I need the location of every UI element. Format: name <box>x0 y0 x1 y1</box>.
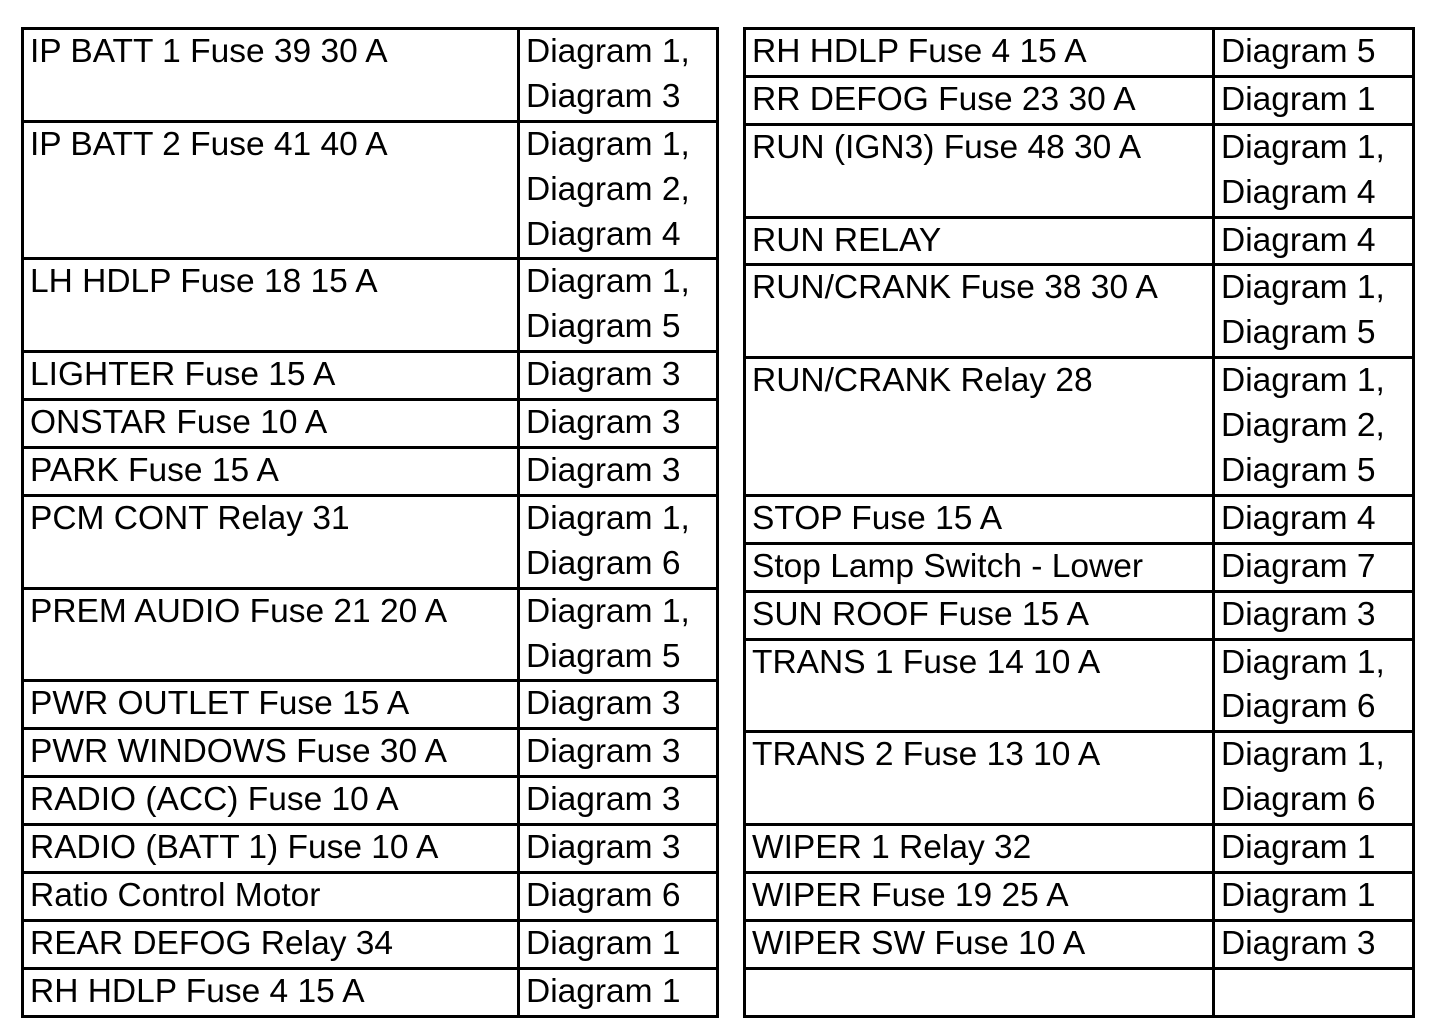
diagram-reference-cell <box>519 352 718 400</box>
diagram-reference-cell <box>1214 265 1414 358</box>
diagram-reference-cell <box>519 495 718 588</box>
diagram-reference: Diagram 1 <box>1221 80 1376 118</box>
diagram-reference-cell <box>1214 591 1414 639</box>
component-name-cell <box>745 825 1214 873</box>
component-name: RR DEFOG Fuse 23 30 A <box>752 80 1136 118</box>
right-index-table <box>743 27 1415 1018</box>
diagram-reference-cell <box>519 259 718 352</box>
component-name-cell <box>23 681 519 729</box>
diagram-reference: Diagram 5 <box>1221 33 1376 70</box>
index-row <box>745 124 1414 217</box>
component-name-cell <box>23 729 519 777</box>
component-name-cell <box>23 873 519 921</box>
component-name-cell <box>23 968 519 1016</box>
diagram-reference: Diagram 5 <box>1221 452 1376 490</box>
component-name-cell <box>745 265 1214 358</box>
diagram-reference-cell <box>519 400 718 448</box>
diagram-reference-cell <box>519 777 718 825</box>
component-name: RH HDLP Fuse 4 15 A <box>30 972 365 1010</box>
component-name: LIGHTER Fuse 15 A <box>30 356 336 394</box>
diagram-reference-cell <box>1214 358 1414 496</box>
left-index-table-body <box>23 29 718 1017</box>
component-name-cell <box>23 29 519 122</box>
diagram-reference-cell <box>1214 732 1414 825</box>
component-name: RADIO (ACC) Fuse 10 A <box>30 781 399 819</box>
component-name: RUN/CRANK Fuse 38 30 A <box>752 269 1158 307</box>
component-name-cell <box>745 29 1214 77</box>
component-name: PCM CONT Relay 31 <box>30 499 350 537</box>
component-name-cell <box>745 639 1214 732</box>
diagram-reference: Diagram 3 <box>526 829 681 867</box>
diagram-reference: Diagram 5 <box>526 637 681 675</box>
diagram-reference-cell <box>519 29 718 122</box>
index-row <box>23 588 718 681</box>
diagram-reference: Diagram 7 <box>1221 547 1376 585</box>
diagram-reference: Diagram 1, <box>526 33 690 70</box>
index-row <box>745 825 1414 873</box>
diagram-reference: Diagram 1, <box>526 125 690 163</box>
component-name-cell <box>745 358 1214 496</box>
index-row <box>745 29 1414 77</box>
index-row <box>23 29 718 122</box>
diagram-reference: Diagram 1 <box>1221 877 1376 915</box>
diagram-reference: Diagram 5 <box>526 308 681 346</box>
diagram-reference: Diagram 6 <box>526 544 681 582</box>
diagram-reference-cell <box>1214 639 1414 732</box>
diagram-reference: Diagram 3 <box>526 77 681 115</box>
diagram-reference: Diagram 2, <box>1221 407 1385 445</box>
index-row <box>745 543 1414 591</box>
component-name-cell <box>23 495 519 588</box>
index-row <box>23 920 718 968</box>
diagram-reference-cell <box>1214 825 1414 873</box>
diagram-reference-cell <box>1214 873 1414 921</box>
diagram-reference-cell <box>1214 968 1414 1016</box>
diagram-reference-cell <box>1214 920 1414 968</box>
index-row <box>23 259 718 352</box>
component-name-cell <box>23 352 519 400</box>
diagram-reference: Diagram 4 <box>1221 221 1376 259</box>
component-name: PREM AUDIO Fuse 21 20 A <box>30 592 448 630</box>
diagram-reference-cell <box>1214 495 1414 543</box>
index-row <box>745 639 1414 732</box>
component-name-cell <box>745 591 1214 639</box>
component-name: RUN RELAY <box>752 221 942 259</box>
diagram-reference: Diagram 1, <box>526 263 690 301</box>
index-row <box>23 121 718 259</box>
index-row <box>23 825 718 873</box>
component-name-cell <box>745 920 1214 968</box>
diagram-reference: Diagram 1, <box>1221 643 1385 681</box>
index-row <box>23 495 718 588</box>
index-row <box>745 968 1414 1016</box>
index-row <box>23 777 718 825</box>
component-name: Stop Lamp Switch - Lower <box>752 547 1144 585</box>
index-row <box>23 968 718 1016</box>
component-name: ONSTAR Fuse 10 A <box>30 404 328 442</box>
diagram-reference: Diagram 3 <box>526 733 681 771</box>
diagram-reference-cell <box>1214 124 1414 217</box>
component-name: IP BATT 1 Fuse 39 30 A <box>30 33 388 70</box>
index-row <box>23 681 718 729</box>
diagram-reference-cell <box>1214 76 1414 124</box>
left-index-table <box>21 27 719 1018</box>
index-row <box>745 495 1414 543</box>
index-row <box>745 591 1414 639</box>
diagram-reference: Diagram 6 <box>1221 781 1376 819</box>
diagram-reference: Diagram 3 <box>526 452 681 490</box>
component-name: STOP Fuse 15 A <box>752 499 1003 537</box>
component-name: WIPER Fuse 19 25 A <box>752 877 1069 915</box>
index-row <box>745 920 1414 968</box>
diagram-reference: Diagram 6 <box>526 877 681 915</box>
diagram-reference: Diagram 1, <box>1221 736 1385 774</box>
component-name: TRANS 2 Fuse 13 10 A <box>752 736 1101 774</box>
diagram-reference: Diagram 1 <box>526 972 681 1010</box>
diagram-reference: Diagram 4 <box>1221 173 1376 211</box>
component-name-cell <box>745 76 1214 124</box>
component-name-cell <box>745 968 1214 1016</box>
index-row <box>745 873 1414 921</box>
component-name-cell <box>23 259 519 352</box>
component-name-cell <box>745 873 1214 921</box>
index-row <box>23 873 718 921</box>
component-name-cell <box>745 543 1214 591</box>
index-row <box>745 732 1414 825</box>
component-name-cell <box>23 400 519 448</box>
component-name: WIPER 1 Relay 32 <box>752 829 1032 867</box>
component-name: IP BATT 2 Fuse 41 40 A <box>30 125 388 163</box>
diagram-reference: Diagram 4 <box>1221 499 1376 537</box>
diagram-reference: Diagram 1, <box>1221 362 1385 400</box>
diagram-reference-cell <box>519 968 718 1016</box>
diagram-reference: Diagram 2, <box>526 170 690 208</box>
diagram-reference: Diagram 1 <box>1221 829 1376 867</box>
diagram-reference: Diagram 3 <box>526 356 681 394</box>
diagram-reference-cell <box>519 588 718 681</box>
component-name: LH HDLP Fuse 18 15 A <box>30 263 378 301</box>
component-name: Ratio Control Motor <box>30 877 321 915</box>
diagram-reference-cell <box>519 681 718 729</box>
diagram-reference-cell <box>1214 29 1414 77</box>
diagram-reference: Diagram 6 <box>1221 688 1376 726</box>
diagram-reference-cell <box>519 729 718 777</box>
index-row <box>23 352 718 400</box>
component-name: WIPER SW Fuse 10 A <box>752 924 1086 962</box>
diagram-reference: Diagram 3 <box>1221 595 1376 633</box>
diagram-reference: Diagram 5 <box>1221 314 1376 352</box>
right-index-table-body <box>745 29 1414 1017</box>
diagram-reference-cell <box>519 920 718 968</box>
diagram-reference: Diagram 4 <box>526 215 681 253</box>
diagram-reference: Diagram 1, <box>526 592 690 630</box>
component-name: PARK Fuse 15 A <box>30 452 279 490</box>
component-name: RADIO (BATT 1) Fuse 10 A <box>30 829 439 867</box>
index-row <box>745 76 1414 124</box>
component-name-cell <box>23 448 519 496</box>
index-row <box>23 448 718 496</box>
diagram-reference: Diagram 3 <box>526 685 681 723</box>
component-name-cell <box>745 217 1214 265</box>
index-row <box>745 217 1414 265</box>
component-name-cell <box>23 777 519 825</box>
diagram-reference-cell <box>519 448 718 496</box>
component-name: PWR WINDOWS Fuse 30 A <box>30 733 447 771</box>
component-name-cell <box>23 588 519 681</box>
diagram-reference: Diagram 3 <box>526 404 681 442</box>
component-name: SUN ROOF Fuse 15 A <box>752 595 1089 633</box>
diagram-reference-cell <box>519 873 718 921</box>
index-row <box>745 358 1414 496</box>
component-name: REAR DEFOG Relay 34 <box>30 924 394 962</box>
component-name: RUN/CRANK Relay 28 <box>752 362 1093 400</box>
component-name: RUN (IGN3) Fuse 48 30 A <box>752 128 1142 166</box>
component-name-cell <box>745 495 1214 543</box>
diagram-reference-cell <box>1214 217 1414 265</box>
component-name: PWR OUTLET Fuse 15 A <box>30 685 410 723</box>
diagram-reference: Diagram 3 <box>526 781 681 819</box>
component-name: RH HDLP Fuse 4 15 A <box>752 33 1087 70</box>
diagram-reference: Diagram 1, <box>526 499 690 537</box>
diagram-reference: Diagram 3 <box>1221 924 1376 962</box>
component-name-cell <box>745 732 1214 825</box>
component-name-cell <box>745 124 1214 217</box>
component-name: TRANS 1 Fuse 14 10 A <box>752 643 1101 681</box>
index-row <box>23 400 718 448</box>
index-row <box>745 265 1414 358</box>
index-row <box>23 729 718 777</box>
diagram-reference-cell <box>519 121 718 259</box>
diagram-reference-cell <box>519 825 718 873</box>
diagram-reference: Diagram 1, <box>1221 128 1385 166</box>
diagram-reference: Diagram 1, <box>1221 269 1385 307</box>
component-name-cell <box>23 825 519 873</box>
diagram-reference: Diagram 1 <box>526 924 681 962</box>
diagram-reference-cell <box>1214 543 1414 591</box>
component-name-cell <box>23 920 519 968</box>
component-name-cell <box>23 121 519 259</box>
